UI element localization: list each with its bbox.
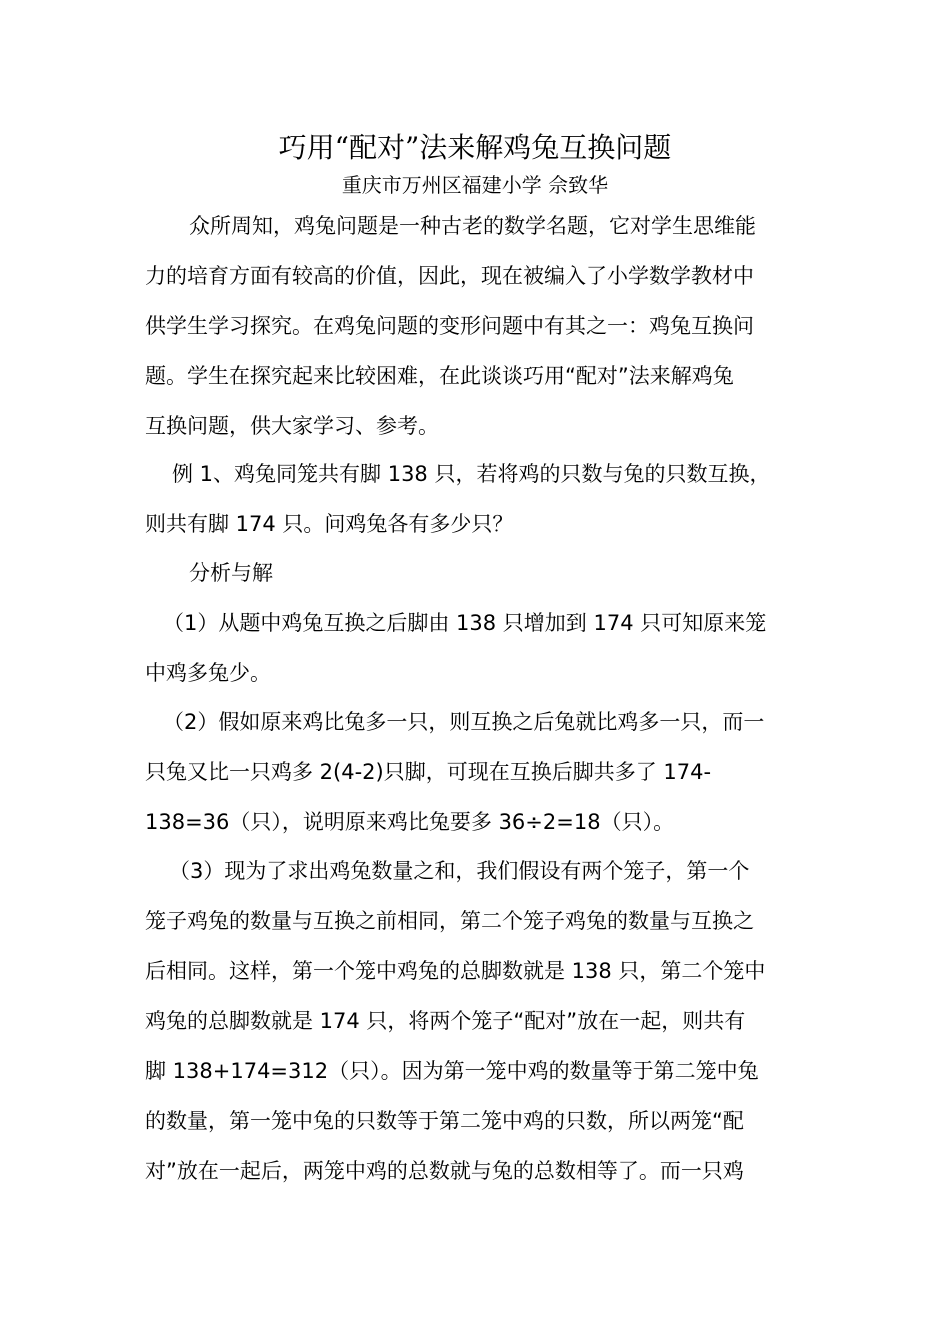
text-line: 对”放在一起后，两笼中鸡的总数就与兔的总数相等了。而一只鸡 <box>145 1159 744 1183</box>
paragraph-step-3 <box>145 846 800 1196</box>
text-line: 鸡兔的总脚数就是 174 只，将两个笼子“配对”放在一起，则共有 <box>145 1009 746 1033</box>
text-line: 脚 138+174=312（只）。因为第一笼中鸡的数量等于第二笼中兔 <box>145 1059 759 1083</box>
text-line: 笼子鸡兔的数量与互换之前相同，第二个笼子鸡兔的数量与互换之 <box>145 909 754 933</box>
text-line: 题。学生在探究起来比较困难，在此谈谈巧用“配对”法来解鸡兔 <box>145 364 734 388</box>
text-line: 供学生学习探究。在鸡兔问题的变形问题中有其之一：鸡兔互换问 <box>145 314 754 338</box>
paragraph-intro <box>145 201 800 451</box>
text-line: 分析与解 <box>189 561 273 585</box>
paragraph-step-1 <box>145 598 800 698</box>
text-line: 例 1、鸡兔同笼共有脚 138 只，若将鸡的只数与兔的只数互换， <box>172 462 771 486</box>
text-line: （2）假如原来鸡比兔多一只，则互换之后兔就比鸡多一只，而一 <box>163 710 765 734</box>
text-line: 的数量，第一笼中兔的只数等于第二笼中鸡的只数，所以两笼“配 <box>145 1109 744 1133</box>
paragraph-example <box>145 449 800 549</box>
text-line: 众所周知，鸡兔问题是一种古老的数学名题，它对学生思维能 <box>189 214 756 238</box>
document-author: 重庆市万州区福建小学 佘致华 <box>341 173 609 197</box>
text-line: （3）现为了求出鸡兔数量之和，我们假设有两个笼子，第一个 <box>169 859 750 883</box>
text-line: 后相同。这样，第一个笼中鸡兔的总脚数就是 138 只，第二个笼中 <box>145 959 766 983</box>
text-line: 力的培育方面有较高的价值，因此，现在被编入了小学数学教材中 <box>145 264 754 288</box>
text-line: 中鸡多兔少。 <box>145 661 271 685</box>
text-line: 互换问题，供大家学习、参考。 <box>145 414 439 438</box>
text-line: 则共有脚 174 只。问鸡兔各有多少只？ <box>145 512 514 536</box>
text-line: 138=36（只），说明原来鸡比兔要多 36÷2=18（只）。 <box>145 810 675 834</box>
paragraph-step-2 <box>145 697 800 847</box>
text-line: （1）从题中鸡兔互换之后脚由 138 只增加到 174 只可知原来笼 <box>163 611 767 635</box>
document-title: 巧用“配对”法来解鸡兔互换问题 <box>278 131 672 164</box>
paragraph-analysis-heading <box>145 548 800 598</box>
text-line: 只兔又比一只鸡多 2(4-2)只脚，可现在互换后脚共多了 174- <box>145 760 712 784</box>
